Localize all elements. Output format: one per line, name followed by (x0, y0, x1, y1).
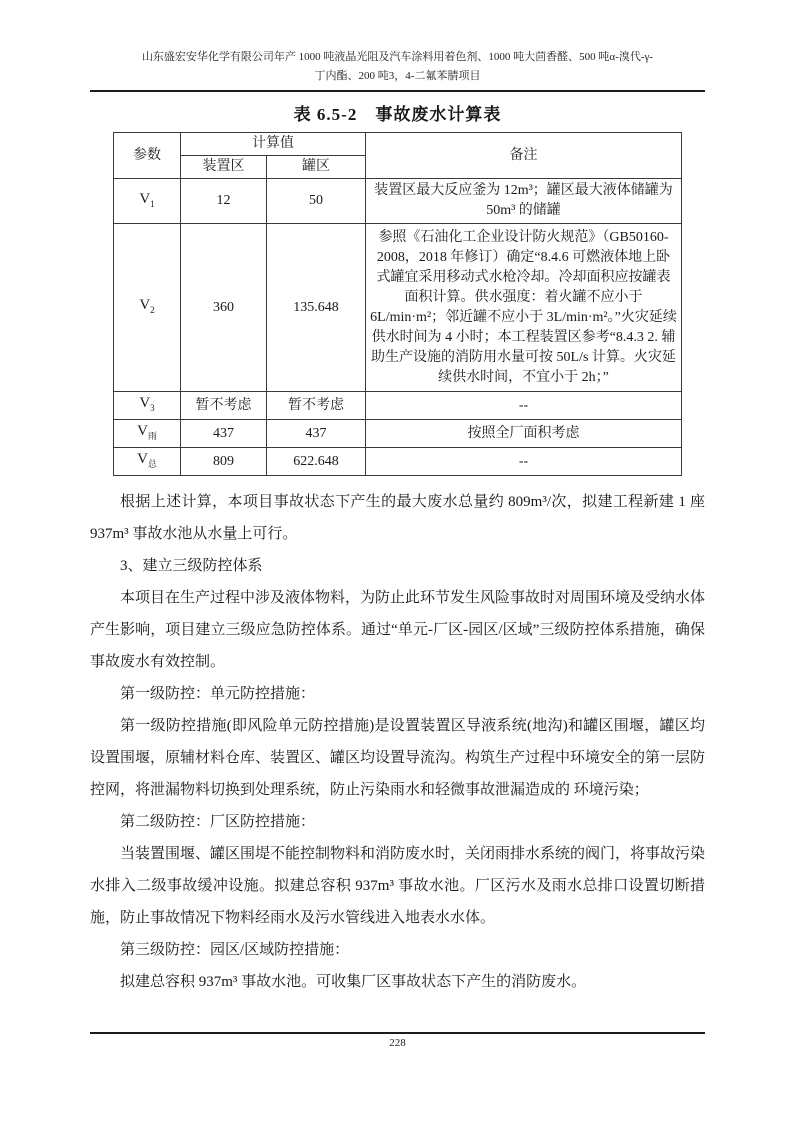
value-tank: 622.648 (267, 448, 366, 476)
value-tank: 135.648 (267, 224, 366, 392)
param-v3: $V_3$ (114, 392, 181, 420)
value-tank: 50 (267, 179, 366, 224)
page-number: 228 (389, 1037, 406, 1049)
paragraph-level1-detail: 第一级防控措施(即风险单元防控措施)是设置装置区导液系统(地沟)和罐区围堰，罐区均设置围堰，原辅材料仓库、装置区、罐区均设置导流沟。构筑生产过程中环境安全的第一层防控网，将泄漏物料切换到处理系统，防止污染雨水和轻微事故泄漏造成的 环境污染； (90, 718, 706, 798)
col-header-param: 参数 (114, 133, 181, 179)
paragraph-level1-heading: 第一级防控：单元防控措施： (120, 686, 316, 702)
value-device: 12 (181, 179, 267, 224)
body-text (90, 486, 705, 998)
col-header-device-zone: 装置区 (181, 156, 267, 179)
table-title: 表 6.5-2 事故废水计算表 (293, 105, 502, 124)
paragraph-section-heading: 3、建立三级防控体系 (120, 558, 263, 574)
value-tank: 437 (267, 420, 366, 448)
col-header-tank-zone: 罐区 (267, 156, 366, 179)
table-header-row-1 (114, 133, 682, 156)
value-tank: 暂不考虑 (267, 392, 366, 420)
col-header-calc-value: 计算值 (181, 133, 366, 156)
table-row (114, 224, 682, 392)
value-device: 437 (181, 420, 267, 448)
table-row (114, 179, 682, 224)
paragraph-level3-heading: 第三级防控：园区/区域防控措施： (120, 942, 350, 958)
table-row (114, 420, 682, 448)
document-header (90, 48, 705, 92)
paragraph-overview: 本项目在生产过程中涉及液体物料，为防止此环节发生风险事故时对周围环境及受纳水体产生影响，项目建立三级应急防控体系。通过“单元-厂区-园区/区域”三级防控体系措施，确保事故废水有效控制。 (90, 590, 706, 670)
col-header-remark: 备注 (366, 133, 682, 179)
param-v-rain: $V_雨$ (114, 420, 181, 448)
header-line-2: 丁内酯、200 吨3，4-二氟苯腈项目 (314, 70, 481, 82)
param-v1: $V_1$ (114, 179, 181, 224)
page-content (90, 48, 705, 998)
remark: 按照全厂面积考虑 (366, 420, 682, 448)
paragraph-level3-detail: 拟建总容积 937m³ 事故水池。可收集厂区事故状态下产生的消防废水。 (120, 974, 587, 990)
remark: 装置区最大反应釜为 12m³；罐区最大液体储罐为 50m³ 的储罐 (366, 179, 682, 224)
value-device: 809 (181, 448, 267, 476)
value-device: 360 (181, 224, 267, 392)
remark: 参照《石油化工企业设计防火规范》（GB50160-2008，2018 年修订）确定“8.4.6 可燃液体地上卧式罐宜采用移动式水枪冷却。冷却面积应按罐表面积计算。供水强度：着火罐不应小于 6L/min·m²；邻近罐不应小于 3L/min·m²。”火灾延续供水时间为 4 小时；本工程装置区参考“8.4.3 2. 辅助生产设施的消防用水量可按 50L/s 计算。火灾延续供水时间，不宜小于 2h；” (366, 224, 682, 392)
param-v2: $V_2$ (114, 224, 181, 392)
table-row (114, 392, 682, 420)
value-device: 暂不考虑 (181, 392, 267, 420)
param-v-total: $V_总$ (114, 448, 181, 476)
page-footer (90, 1032, 705, 1051)
paragraph-level2-heading: 第二级防控：厂区防控措施： (120, 814, 316, 830)
header-line-1: 山东盛宏安华化学有限公司年产 1000 吨液晶光阻及汽车涂料用着色剂、1000 吨大茴香醛、500 吨α-溴代-γ- (141, 51, 654, 63)
remark: -- (366, 392, 682, 420)
paragraph-level2-detail: 当装置围堰、罐区围堤不能控制物料和消防废水时，关闭雨排水系统的阀门，将事故污染水排入二级事故缓冲设施。拟建总容积 937m³ 事故水池。厂区污水及雨水总排口设置切断措施，防止事故情况下物料经雨水及污水管线进入地表水水体。 (90, 846, 706, 926)
table-row (114, 448, 682, 476)
paragraph-conclusion: 根据上述计算，本项目事故状态下产生的最大废水总量约 809m³/次，拟建工程新建 1 座 937m³ 事故水池从水量上可行。 (90, 494, 705, 542)
accident-wastewater-table (113, 132, 682, 476)
remark: -- (366, 448, 682, 476)
